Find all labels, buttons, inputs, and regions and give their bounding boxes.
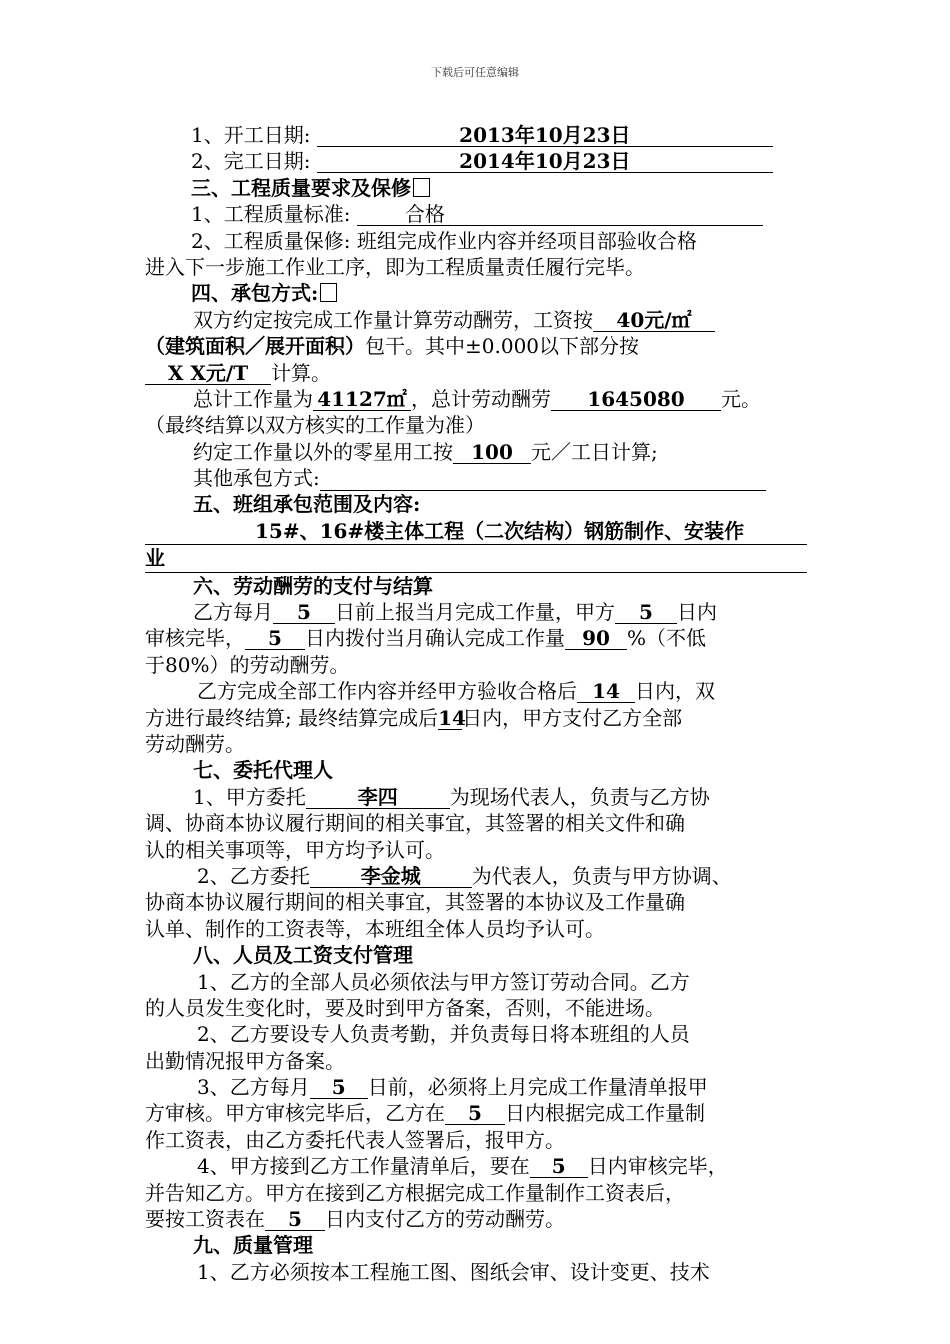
worklist-text: 3、乙方每月: [197, 1075, 310, 1100]
other-contract-line: [145, 465, 807, 491]
below-zero-rate-line: [145, 360, 807, 386]
payroll-line: [145, 1100, 807, 1126]
total-work-line: [145, 386, 807, 412]
page-header: 下载后可任意编辑: [431, 66, 519, 79]
payroll-text: 方审核。甲方审核完毕后，乙方在: [145, 1101, 445, 1126]
worklist-line: [145, 1074, 807, 1100]
quality-warranty-line: 2、工程质量保修: 班组完成作业内容并经项目部验收合格: [191, 228, 697, 253]
extra-labor-unit: 元／工日计算;: [531, 439, 658, 464]
total-pay-value: 1645080: [551, 388, 721, 411]
attendance-line-2: 出勤情况报甲方备案。: [145, 1048, 345, 1073]
worklist-day-value: 5: [310, 1076, 368, 1099]
wage-payment-text-2: 日内支付乙方的劳动酬劳。: [325, 1207, 565, 1232]
monthly-report-text-2: 日前上报当月完成工作量，甲方: [335, 600, 615, 625]
section-6-heading: 六、劳动酬劳的支付与结算: [193, 573, 433, 598]
final-settlement-text: 乙方完成全部工作内容并经甲方验收合格后: [197, 679, 577, 704]
party-b-agent-line: [145, 863, 807, 889]
contract-body: [145, 122, 807, 1285]
payment-text-3: %（不低: [627, 626, 707, 651]
extra-labor-label: 约定工作量以外的零星用工按: [193, 439, 453, 464]
party-a-agent-name: 李四: [306, 786, 450, 809]
final-payment-text: 方进行最终结算; 最终结算完成后: [145, 705, 439, 730]
labor-contract-line-2: 的人员发生变化时，要及时到甲方备案，否则，不能进场。: [145, 995, 665, 1020]
review-days-value-2: 5: [530, 1155, 588, 1178]
total-work-label: 总计工作量为: [193, 386, 313, 411]
end-date-label: 2、完工日期:: [191, 149, 311, 174]
review-text-2: 日内审核完毕，: [587, 1154, 728, 1179]
end-date-value: 2014年10月23日: [317, 150, 773, 173]
total-pay-label: ，总计劳动酬劳: [411, 386, 551, 411]
payment-text-2: 日内拨付当月确认完成工作量: [305, 626, 565, 651]
calc-text: 计算。: [271, 360, 331, 385]
start-date-line: [145, 122, 807, 148]
below-zero-rate-value: X X元/T: [145, 362, 271, 385]
final-payment-days: 14: [438, 705, 466, 730]
party-a-agent-line-3: 认的相关事项等，甲方均予认可。: [145, 837, 445, 862]
party-b-agent-line-2: 协商本协议履行期间的相关事宜，其签署的本协议及工作量确: [145, 890, 685, 915]
party-b-agent-text-2: 为代表人，负责与甲方协调、: [471, 863, 732, 888]
extra-labor-line: [145, 439, 807, 465]
quality-mgmt-line: 1、乙方必须按本工程施工图、图纸会审、设计变更、技术: [197, 1259, 710, 1284]
section-7-heading: 七、委托代理人: [193, 758, 333, 783]
section-4-title: 四、承包方式:: [191, 281, 319, 306]
wage-payment-text: 要按工资表在: [145, 1207, 265, 1232]
total-work-value: 41127㎡: [313, 388, 411, 411]
end-date-line: [145, 148, 807, 174]
quality-standard-value: 合格: [357, 203, 763, 226]
party-b-agent-name: 李金城: [310, 865, 472, 888]
payroll-text-2: 日内根据完成工作量制: [505, 1101, 705, 1126]
monthly-report-line: [145, 599, 807, 625]
party-a-agent-line-2: 调、协商本协议履行期间的相关事宜，其签署的相关文件和确: [145, 811, 685, 836]
payment-text: 审核完毕，: [145, 626, 245, 651]
final-settlement-days: 14: [577, 680, 635, 703]
start-date-label: 1、开工日期:: [191, 123, 311, 147]
review-days-value: 5: [615, 601, 677, 624]
review-line: [145, 1153, 807, 1179]
monthly-report-text-3: 日内: [677, 600, 717, 625]
checkbox-icon: [413, 178, 430, 197]
checkbox-icon: [320, 283, 337, 302]
start-date-value: 2013年10月23日: [317, 124, 773, 147]
area-basis-line: [145, 333, 807, 359]
report-day-value: 5: [273, 601, 335, 624]
section-4-heading: [145, 280, 807, 306]
section-5-heading: 五、班组承包范围及内容:: [193, 492, 421, 517]
section-3-title: 三、工程质量要求及保修: [191, 175, 411, 200]
final-settlement-note: （最终结算以双方核实的工作量为准）: [145, 413, 485, 438]
section-3-heading: [145, 175, 807, 201]
payment-percent-value: 90: [565, 627, 627, 650]
wage-payment-days: 5: [265, 1208, 325, 1231]
quality-warranty-line-2: 进入下一步施工作业工序，即为工程质量责任履行完毕。: [145, 254, 645, 279]
payment-line: [145, 625, 807, 651]
review-line-2: 并告知乙方。甲方在接到乙方根据完成工作量制作工资表后，: [145, 1180, 685, 1205]
scope-line-2: 业: [145, 545, 807, 572]
quality-standard-line: [145, 201, 807, 227]
party-b-agent-text: 2、乙方委托: [197, 863, 310, 888]
payroll-line-2: 作工资表，由乙方委托代表人签署后，报甲方。: [145, 1127, 565, 1152]
party-a-agent-text: 1、甲方委托: [193, 784, 306, 809]
wage-rate-line: [145, 307, 807, 333]
final-payment-line: [145, 705, 807, 731]
payroll-days-value: 5: [445, 1102, 505, 1125]
wage-payment-line: [145, 1206, 807, 1232]
below-zero-text: 包干。其中±0.000以下部分按: [365, 334, 640, 359]
final-payment-line-2: 劳动酬劳。: [145, 731, 245, 756]
final-payment-text-2: 日内，甲方支付乙方全部: [462, 705, 683, 730]
wage-rate-text: 双方约定按完成工作量计算劳动酬劳，工资按: [193, 307, 593, 332]
final-settlement-line: [145, 678, 807, 704]
final-settlement-text-2: 日内，双: [635, 679, 715, 704]
other-contract-blank: [320, 468, 766, 491]
monthly-report-text: 乙方每月: [193, 600, 273, 625]
party-b-agent-line-3: 认单、制作的工资表等，本班组全体人员均予认可。: [145, 916, 605, 941]
attendance-line: 2、乙方要设专人负责考勤，并负责每日将本班组的人员: [197, 1022, 690, 1047]
quality-standard-label: 1、工程质量标准:: [191, 202, 351, 227]
review-text: 4、甲方接到乙方工作量清单后，要在: [197, 1154, 530, 1179]
other-contract-label: 其他承包方式:: [193, 466, 320, 491]
currency-unit: 元。: [721, 386, 761, 411]
section-9-heading: 九、质量管理: [193, 1233, 313, 1258]
scope-line: 15#、16#楼主体工程（二次结构）钢筋制作、安装作: [145, 518, 807, 545]
payment-days-value: 5: [245, 627, 305, 650]
wage-rate-value: 40元/㎡: [593, 309, 715, 332]
section-8-heading: 八、人员及工资支付管理: [193, 943, 413, 968]
party-a-agent-line: [145, 784, 807, 810]
area-basis-text: （建筑面积／展开面积）: [145, 334, 365, 359]
party-a-agent-text-2: 为现场代表人，负责与乙方协: [449, 784, 710, 809]
worklist-text-2: 日前，必须将上月完成工作量清单报甲: [367, 1075, 708, 1100]
labor-contract-line: 1、乙方的全部人员必须依法与甲方签订劳动合同。乙方: [197, 969, 690, 994]
payment-line-2: 于80%）的劳动酬劳。: [145, 652, 350, 677]
extra-labor-value: 100: [453, 441, 531, 464]
